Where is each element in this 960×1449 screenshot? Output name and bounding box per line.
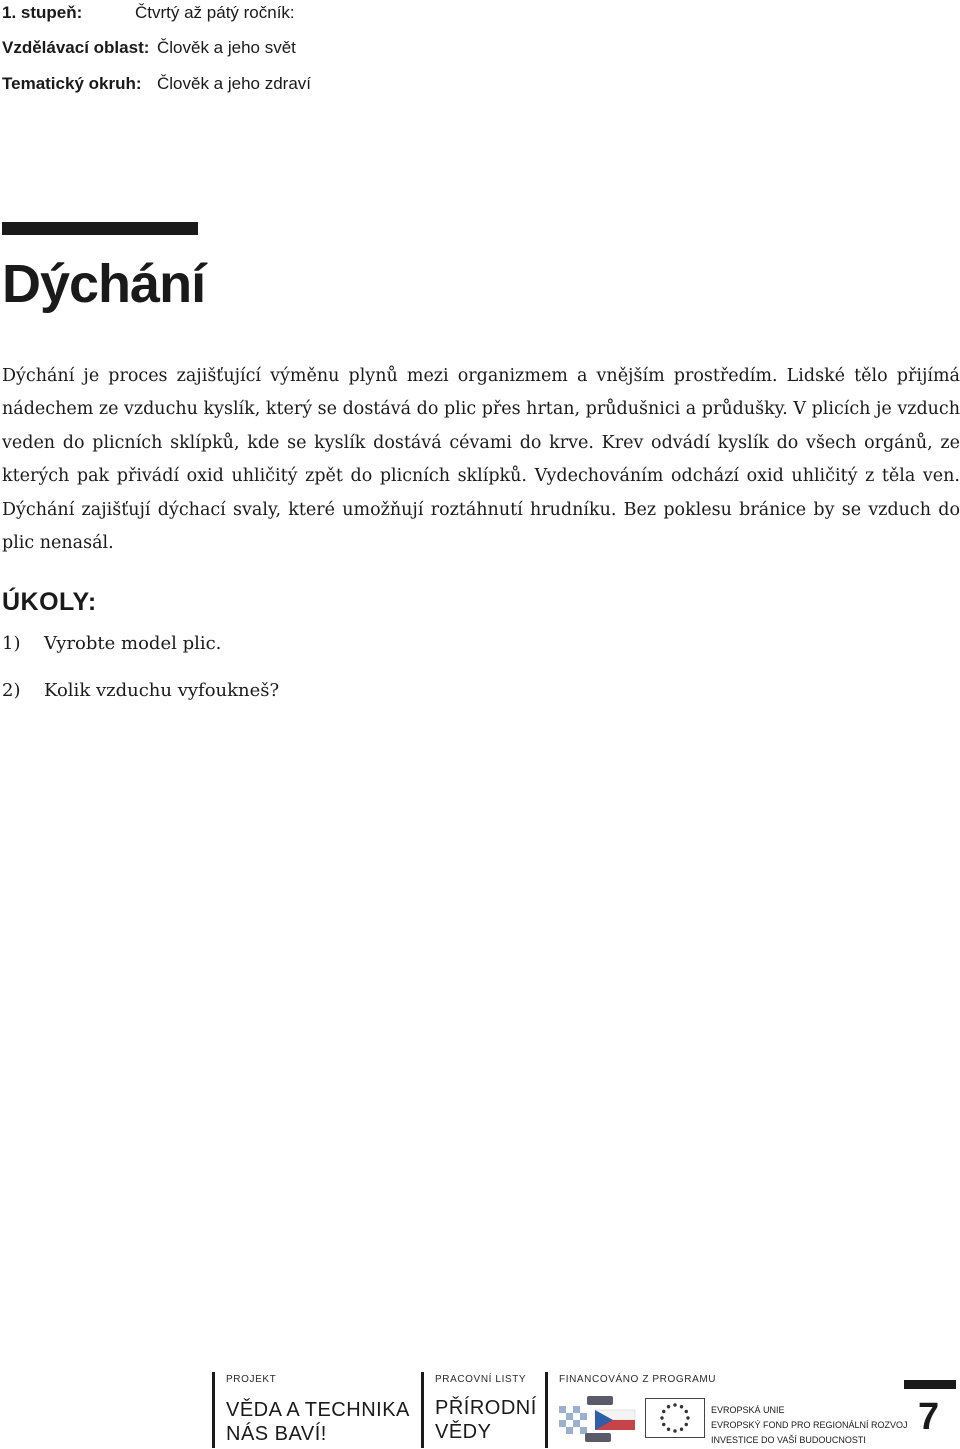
eu-star <box>685 1410 688 1413</box>
task-item <box>2 680 279 701</box>
page-number: 7 <box>918 1396 940 1438</box>
eu-line-1: EVROPSKÁ UNIE <box>711 1405 785 1415</box>
worksheets-caption: PRACOVNÍ LISTY <box>435 1374 527 1385</box>
eu-star <box>680 1405 683 1408</box>
task-text: Vyrobte model plic. <box>44 633 222 654</box>
task-text: Kolik vzduchu vyfoukneš? <box>44 680 280 701</box>
eu-star <box>686 1416 689 1419</box>
eu-funding-text <box>711 1403 908 1448</box>
eu-star <box>662 1410 665 1413</box>
footer-divider <box>545 1372 548 1448</box>
eu-star <box>667 1428 670 1431</box>
worksheets-name-line2: VĚDY <box>435 1421 492 1443</box>
title-bar-decoration <box>2 222 198 235</box>
eu-star <box>667 1405 670 1408</box>
funding-caption: FINANCOVÁNO Z PROGRAMU <box>559 1374 717 1385</box>
tasks-heading: ÚKOLY: <box>2 588 97 616</box>
task-number: 2) <box>2 680 21 701</box>
eu-star <box>660 1416 663 1419</box>
area-value: Člověk a jeho svět <box>157 38 296 57</box>
project-name-line2: NÁS BAVÍ! <box>226 1423 327 1445</box>
page-title: Dýchání <box>2 254 206 314</box>
eu-flag-icon <box>645 1398 705 1443</box>
grade-label: 1. stupeň: <box>2 3 83 22</box>
task-number: 1) <box>2 633 21 654</box>
ziel3-program-logo <box>557 1396 637 1447</box>
body-paragraph: Dýchání je proces zajišťující výměnu plynů mezi organizmem a vnějším prostředím. Lidské tělo přijímá nádechem ze vzduchu kyslík, který se dostává do plic přes hrtan, průdušnici a průdušky. V plicích je vzduch veden do plicních sklípků, kde se kyslík dostává cévami do krve. Krev odvádí kyslík do všech orgánů, ze kterých pak přivádí oxid uhličitý zpět do plicních sklípků. Vydechováním odchází oxid uhličitý z těla ven. Dýchání zajišťují dýchací svaly, které umožňují roztáhnutí hrudníku. Bez poklesu bránice by se vzduch do plic nenasál. <box>2 366 960 554</box>
project-caption: PROJEKT <box>226 1374 277 1385</box>
project-name-line1: VĚDA A TECHNIKA <box>226 1399 410 1421</box>
worksheets-name-line1: PŘÍRODNÍ <box>435 1397 537 1419</box>
footer-divider <box>212 1372 215 1448</box>
task-item <box>2 633 221 654</box>
footer-divider <box>421 1372 424 1448</box>
page-number-bar <box>904 1380 956 1389</box>
eu-line-3: INVESTICE DO VAŠÍ BUDOUCNOSTI <box>711 1435 866 1445</box>
eu-star <box>680 1428 683 1431</box>
eu-star <box>662 1423 665 1426</box>
area-label: Vzdělávací oblast: <box>2 38 150 57</box>
topic-value: Člověk a jeho zdraví <box>157 74 312 93</box>
topic-label: Tematický okruh: <box>2 74 142 93</box>
grade-value: Čtvrtý až pátý ročník: <box>135 3 295 22</box>
eu-star <box>673 1429 676 1432</box>
eu-line-2: EVROPSKÝ FOND PRO REGIONÁLNÍ ROZVOJ <box>711 1420 908 1430</box>
eu-star <box>685 1423 688 1426</box>
eu-star <box>673 1403 676 1406</box>
